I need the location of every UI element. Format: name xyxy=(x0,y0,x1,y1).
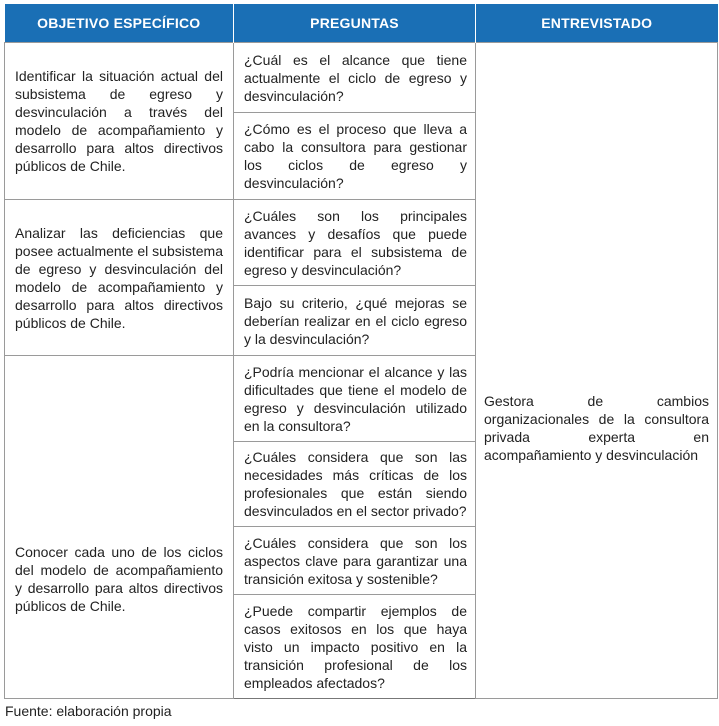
source-note: Fuente: elaboración propia xyxy=(5,703,172,719)
question-cell: ¿Cuáles considera que son las necesidades más críticas de los profesionales que están siendo desvinculados en el sector privado? xyxy=(234,442,476,527)
question-cell: ¿Puede compartir ejemplos de casos exitosos en los que haya visto un impacto positivo en la transición profesional de los empleados afectados? xyxy=(234,595,476,699)
question-cell: ¿Cómo es el proceso que lleva a cabo la consultora para gestionar los ciclos de egreso y desvinculación? xyxy=(234,113,476,200)
header-preguntas: PREGUNTAS xyxy=(234,4,476,43)
question-cell: ¿Cuáles son los principales avances y desafíos que puede identificar para el subsistema de egreso y desvinculación? xyxy=(234,200,476,286)
header-row xyxy=(5,4,718,43)
question-cell: Bajo su criterio, ¿qué mejoras se deberían realizar en el ciclo egreso y la desvinculación? xyxy=(234,286,476,356)
header-entrevistado: ENTREVISTADO xyxy=(476,4,718,43)
interviewee-cell: Gestora de cambios organizacionales de la consultora privada experta en acompañamiento y desvinculación xyxy=(476,43,718,699)
question-cell: ¿Podría mencionar el alcance y las dificultades que tiene el modelo de egreso y desvinculación utilizado en la consultora? xyxy=(234,356,476,442)
objective-cell: Identificar la situación actual del subsistema de egreso y desvinculación a través del modelo de acompañamiento y desarrollo para altos directivos públicos de Chile. xyxy=(5,43,234,200)
interview-table xyxy=(4,4,718,699)
question-cell: ¿Cuál es el alcance que tiene actualmente el ciclo de egreso y desvinculación? xyxy=(234,43,476,113)
objective-cell: Analizar las deficiencias que posee actualmente el subsistema de egreso y desvinculación del modelo de acompañamiento y desarrollo para altos directivos públicos de Chile. xyxy=(5,200,234,356)
table-row xyxy=(5,43,718,113)
table-container xyxy=(4,4,717,699)
objective-cell: Conocer cada uno de los ciclos del modelo de acompañamiento y desarrollo para altos directivos públicos de Chile. xyxy=(5,356,234,699)
question-cell: ¿Cuáles considera que son los aspectos clave para garantizar una transición exitosa y sostenible? xyxy=(234,527,476,595)
header-objetivo: OBJETIVO ESPECÍFICO xyxy=(5,4,234,43)
